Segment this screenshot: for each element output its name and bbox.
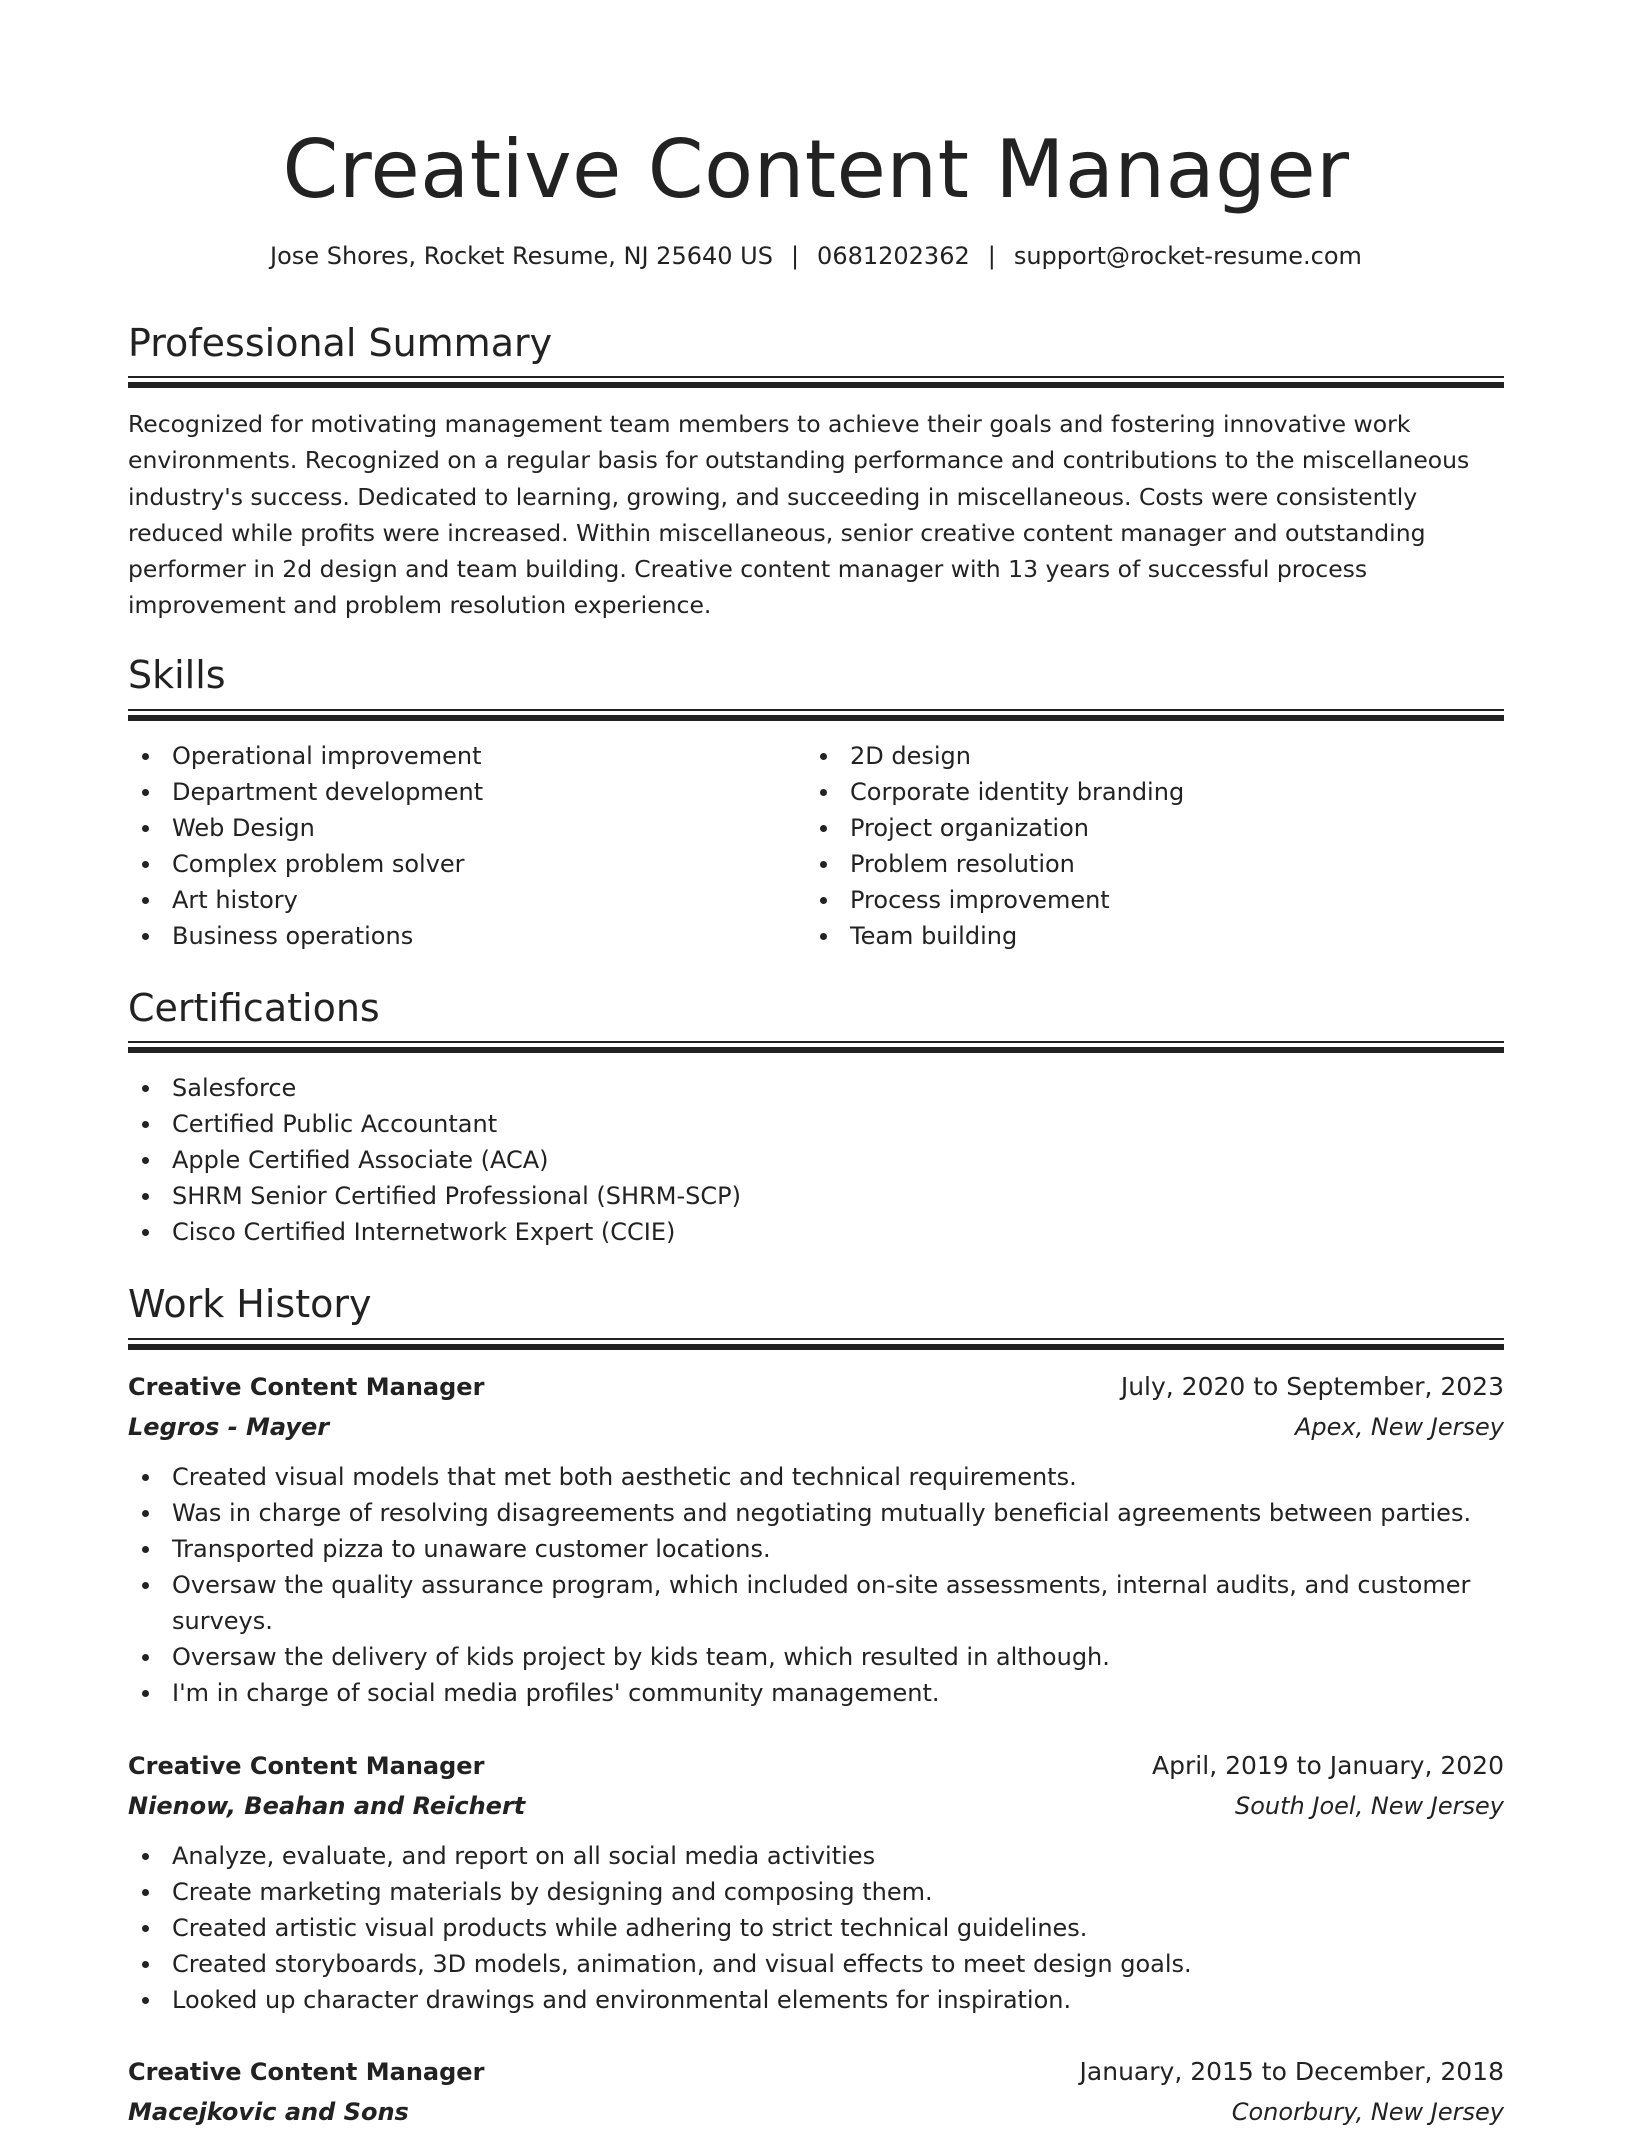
job-company: Macejkovic and Sons <box>128 2098 409 2126</box>
summary-text: Recognized for motivating management team members to achieve their goals and fostering innovative work environments. Recognized on a regular basis for outstanding performance and contributions to the miscellaneous industry's success. Dedicated to learning, growing, and succeeding in miscellaneous. Costs were consistently reduced while profits were increased. Within miscellaneous, senior creative content manager and outstanding performer in 2d design and team building. Creative content manager with 13 years of successful process improvement and problem resolution experience. <box>128 410 1470 620</box>
list-item: Oversaw the delivery of kids project by kids team, which resulted in although. <box>128 1639 1504 1675</box>
list-item: Cisco Certified Internetwork Expert (CCIE) <box>128 1214 1504 1250</box>
certifications-section <box>128 1070 1504 1250</box>
contact-address: Jose Shores, Rocket Resume, NJ 25640 US <box>270 242 773 270</box>
page-title: Creative Content Manager <box>282 123 1350 216</box>
section-divider <box>128 1338 1504 1350</box>
skills-column-left <box>128 738 806 954</box>
job-entry <box>128 2052 1504 2132</box>
list-item: Oversaw the quality assurance program, which included on-site assessments, internal audits, and customer surveys. <box>128 1567 1504 1639</box>
list-item: Was in charge of resolving disagreements and negotiating mutually beneficial agreements between parties. <box>128 1495 1504 1531</box>
job-company: Legros - Mayer <box>128 1413 330 1441</box>
job-entry <box>128 1746 1504 2018</box>
section-divider <box>128 1041 1504 1053</box>
job-dates: January, 2015 to December, 2018 <box>1079 2057 1504 2086</box>
job-bullets <box>128 1459 1504 1711</box>
job-location: South Joel, New Jersey <box>1235 1792 1504 1820</box>
skills-heading: Skills <box>128 653 226 697</box>
skills-list-left <box>128 738 806 954</box>
list-item: Apple Certified Associate (ACA) <box>128 1142 1504 1178</box>
job-location: Conorbury, New Jersey <box>1231 2098 1504 2126</box>
list-item: Corporate identity branding <box>806 774 1484 810</box>
list-item: Looked up character drawings and environmental elements for inspiration. <box>128 1982 1504 2018</box>
list-item: Complex problem solver <box>128 846 806 882</box>
list-item: Project organization <box>806 810 1484 846</box>
list-item: Transported pizza to unaware customer locations. <box>128 1531 1504 1567</box>
job-location: Apex, New Jersey <box>1294 1413 1504 1441</box>
summary-heading: Professional Summary <box>128 321 553 365</box>
list-item: Salesforce <box>128 1070 1504 1106</box>
list-item: Art history <box>128 882 806 918</box>
skills-column-right <box>806 738 1484 954</box>
work-history-heading: Work History <box>128 1282 372 1326</box>
list-item: Problem resolution <box>806 846 1484 882</box>
list-item: Created visual models that met both aesthetic and technical requirements. <box>128 1459 1504 1495</box>
list-item: Business operations <box>128 918 806 954</box>
certifications-list <box>128 1070 1504 1250</box>
list-item: Operational improvement <box>128 738 806 774</box>
contact-separator: | <box>790 242 800 270</box>
section-divider <box>128 376 1504 388</box>
list-item: Process improvement <box>806 882 1484 918</box>
list-item: I'm in charge of social media profiles' community management. <box>128 1675 1504 1711</box>
list-item: Department development <box>128 774 806 810</box>
job-entry <box>128 1367 1504 1711</box>
contact-email: support@rocket-resume.com <box>1013 242 1362 270</box>
job-bullets <box>128 1838 1504 2018</box>
job-title: Creative Content Manager <box>128 1752 485 1780</box>
list-item: Team building <box>806 918 1484 954</box>
contact-phone: 0681202362 <box>817 242 970 270</box>
job-company: Nienow, Beahan and Reichert <box>128 1792 526 1820</box>
list-item: 2D design <box>806 738 1484 774</box>
list-item: Created storyboards, 3D models, animation, and visual effects to meet design goals. <box>128 1946 1504 1982</box>
list-item: Certified Public Accountant <box>128 1106 1504 1142</box>
list-item: Created artistic visual products while adhering to strict technical guidelines. <box>128 1910 1504 1946</box>
section-divider <box>128 709 1504 721</box>
job-dates: July, 2020 to September, 2023 <box>1120 1372 1504 1401</box>
job-title: Creative Content Manager <box>128 1373 485 1401</box>
job-dates: April, 2019 to January, 2020 <box>1152 1751 1504 1780</box>
list-item: Create marketing materials by designing and composing them. <box>128 1874 1504 1910</box>
skills-list-right <box>806 738 1484 954</box>
contact-line <box>128 238 1504 274</box>
contact-separator: | <box>987 242 996 270</box>
list-item: Analyze, evaluate, and report on all social media activities <box>128 1838 1504 1874</box>
list-item: Web Design <box>128 810 806 846</box>
certifications-heading: Certifications <box>128 986 380 1030</box>
list-item: SHRM Senior Certified Professional (SHRM-SCP) <box>128 1178 1504 1214</box>
job-title: Creative Content Manager <box>128 2058 485 2086</box>
